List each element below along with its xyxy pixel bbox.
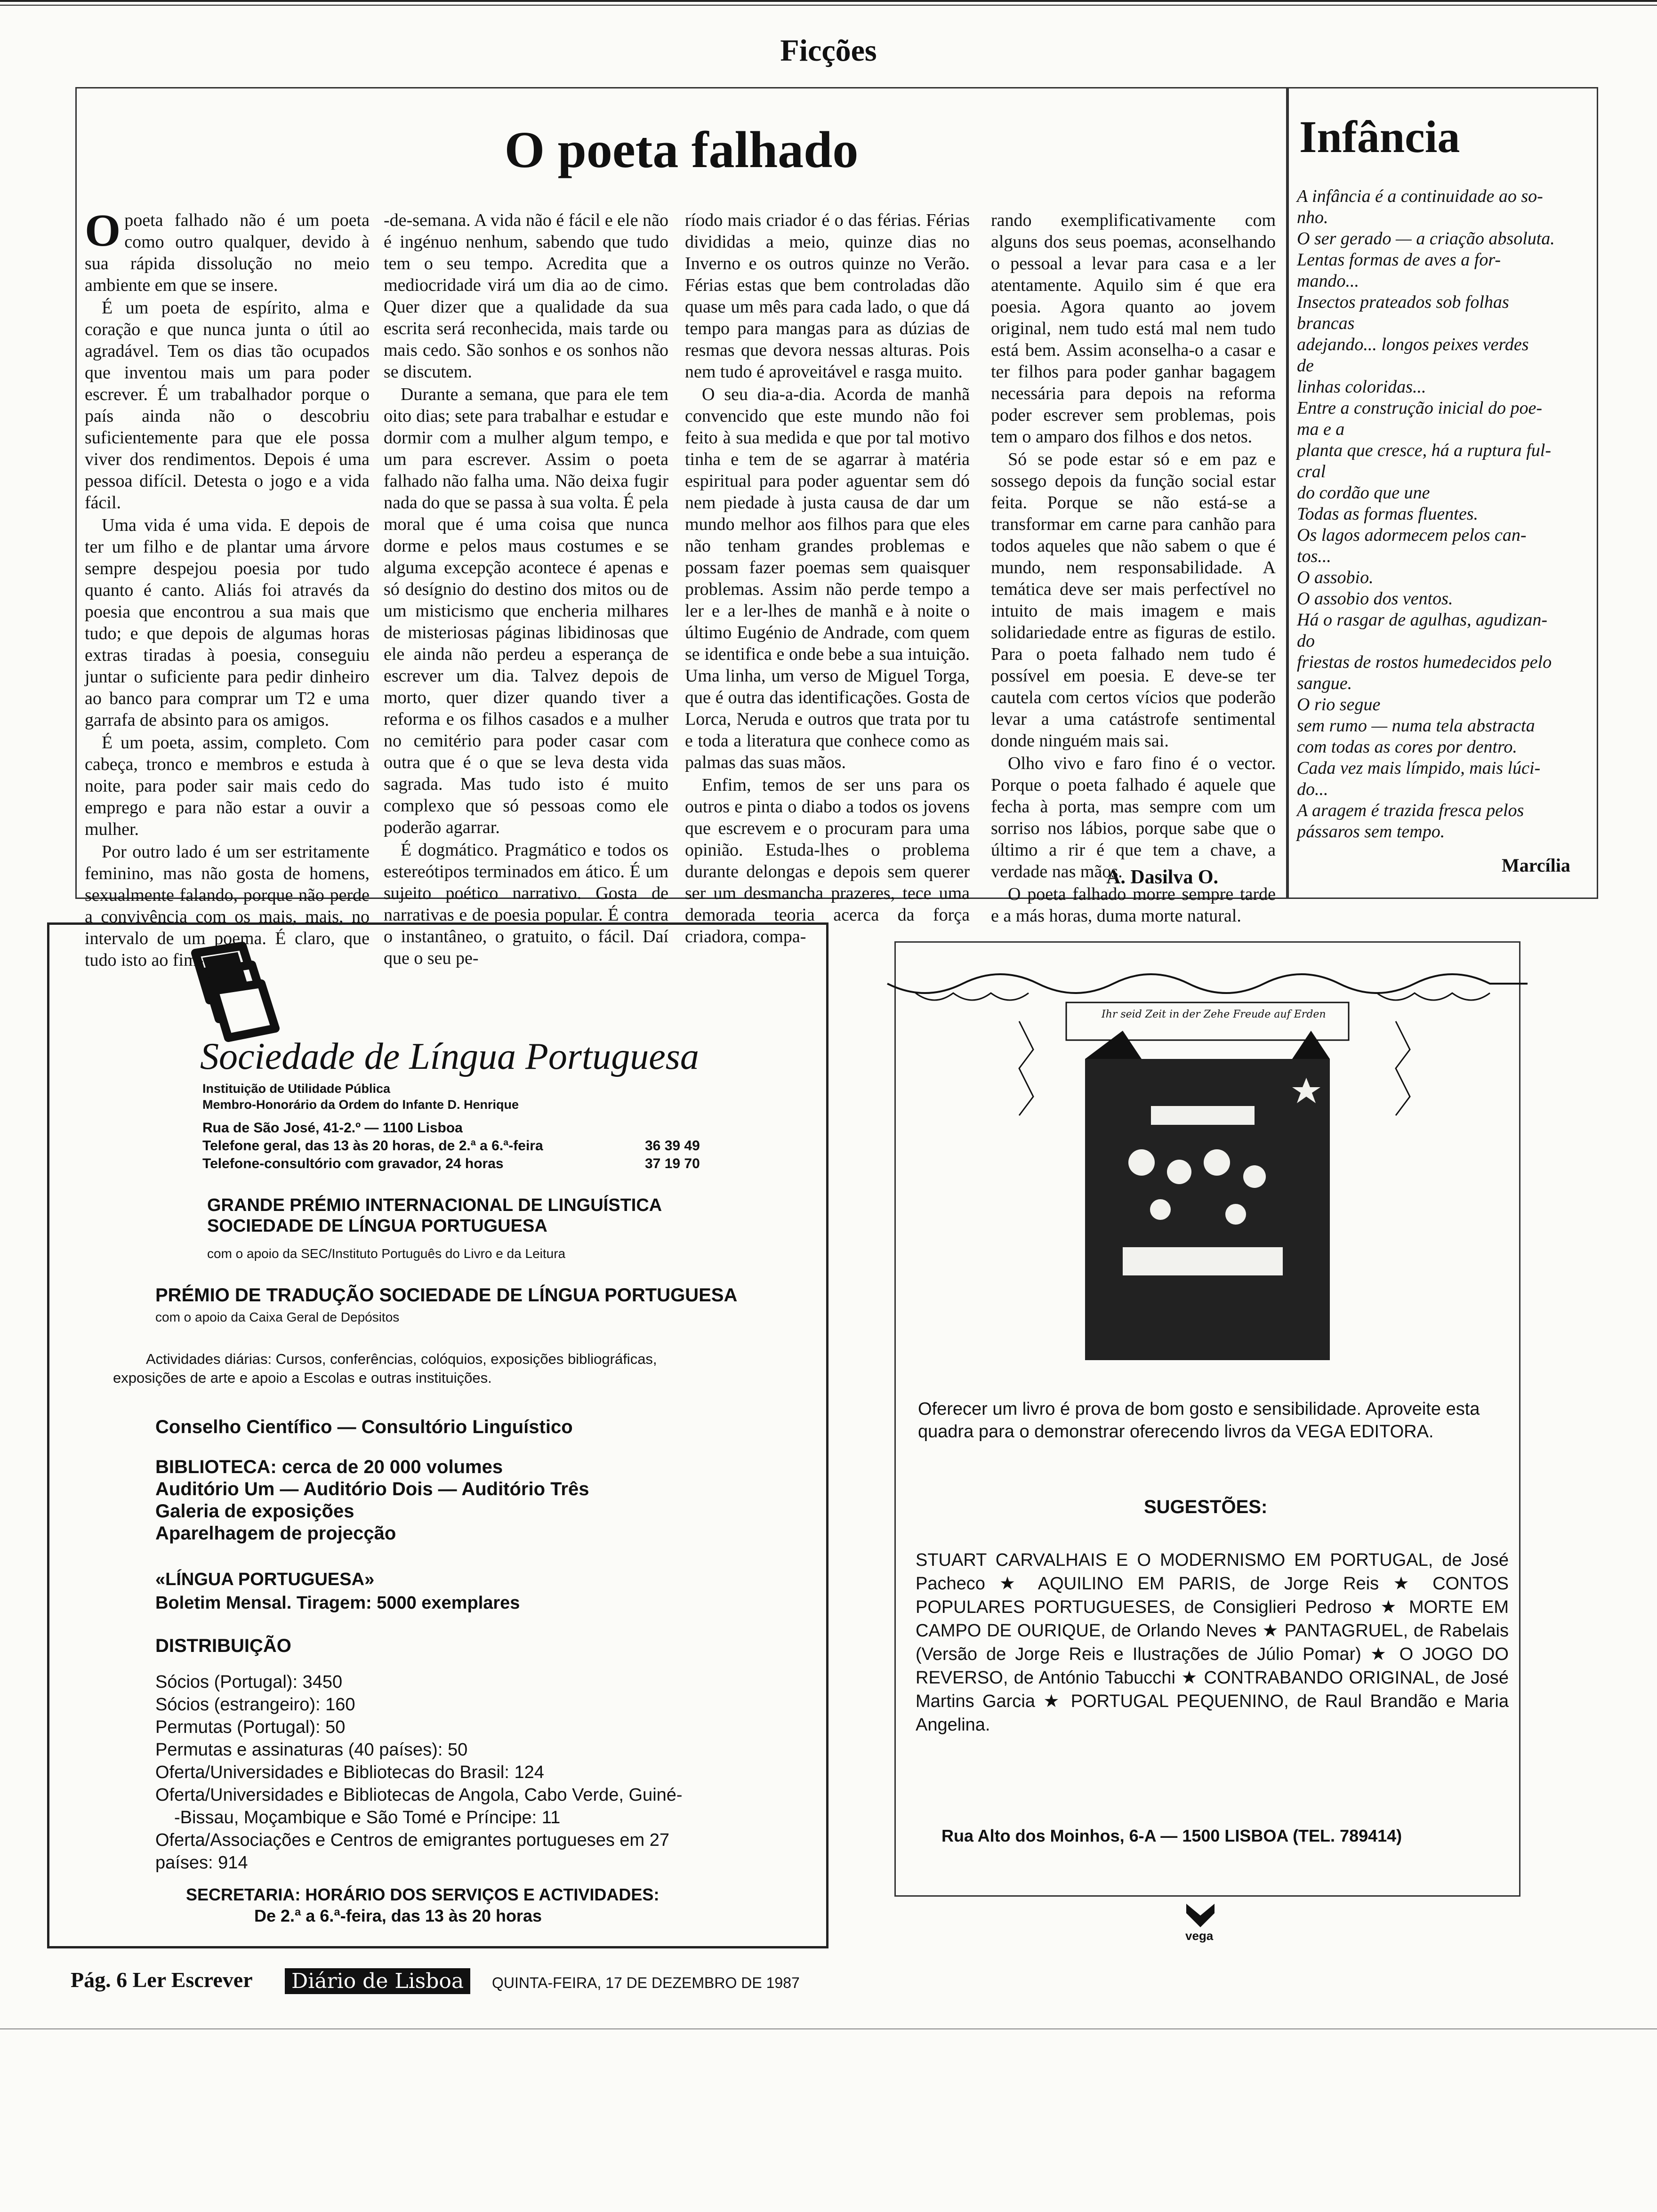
conselho: Conselho Científico — Consultório Linguístico: [155, 1417, 573, 1437]
paragraph: rando exemplificativamente com alguns dos seus poemas, aconselhando o pessoal a levar para casa e a ler atentamente. Aquilo sim é que era poesia. Agora quanto ao jovem original, nem tudo está mal nem tudo está bem. Assim aconselha-o a casar e ter filhos para poder ganhar bagagem necessária para depois na reforma poder escrever sem problemas, pois tem o amparo dos filhos e dos netos.: [991, 210, 1276, 447]
article-column-1: [85, 205, 370, 972]
distribuicao-title: DISTRIBUIÇÃO: [155, 1635, 291, 1656]
paragraph: poeta falhado não é um poeta como outro qualquer, devido à sua rápida dissolução no meio ambiente em que se insere.: [85, 210, 370, 295]
paragraph: O poeta falhado morre sempre tarde e a más horas, duma morte natural.: [991, 884, 1276, 926]
poem-line: O assobio.: [1297, 568, 1374, 587]
top-rule-thin: [0, 5, 1657, 6]
dropcap: O: [85, 205, 121, 256]
slp-logo-icon: [181, 939, 285, 1042]
prize1-line1: GRANDE PRÉMIO INTERNACIONAL DE LINGUÍSTICA: [207, 1195, 662, 1215]
bottom-rule: [0, 2028, 1657, 2029]
poem-line: Há o rasgar de agulhas, agudizan-: [1297, 610, 1548, 630]
distribuicao-item: Sócios (Portugal): 3450: [155, 1672, 343, 1692]
poem-line: adejando... longos peixes verdes: [1297, 335, 1529, 354]
distribuicao-list: [155, 1671, 683, 1874]
biblioteca: BIBLIOTECA: cerca de 20 000 volumes: [155, 1457, 503, 1477]
christmas-illustration: [878, 965, 1537, 1370]
article-column-3: [685, 209, 970, 948]
vega-logo-icon: [1184, 1901, 1217, 1930]
poem-line: nho.: [1297, 208, 1328, 227]
article-column-2: [384, 209, 668, 970]
poem-line: Insectos prateados sob folhas: [1297, 292, 1509, 312]
article-author: A. Dasilva O.: [1106, 866, 1219, 888]
paragraph: O seu dia-a-dia. Acorda de manhã convencido que este mundo não foi feito à sua medida e que por tal motivo tinha e tem de se agarrar à matéria espiritual para poder aguentar sem dó nem piedade à justa causa de dar um mundo melhor aos filhos para que eles não tenham grandes problemas e possam fazer poemas sem quaisquer problemas. Assim não perde tempo a ler e a ler-lhes de manhã e à noite o último Eugénio de Andrade, com quem se identifica e onde bebe a sua intuição. Uma linha, um verso de Miguel Torga, que é outra das identificações. Gosta de Lorca, Neruda e outros que trata por tu e toda a literatura que conhece como as palmas das suas mãos.: [685, 385, 970, 772]
sugestoes-list: STUART CARVALHAIS E O MODERNISMO EM PORTUGAL, de José Pacheco ★ AQUILINO EM PARIS, de Jorge Reis ★ CONTOS POPULARES PORTUGUESES, de Consiglieri Pedroso ★ MORTE EM CAMPO DE OURIQUE, de Orlando Neves ★ PANTAGRUEL, de Rabelais (Versão de Jorge Reis e Ilustrações de Júlio Pomar) ★ O JOGO DO REVERSO, de António Tabucchi ★ CONTRABANDO ORIGINAL, de José Martins Garcia ★ PORTUGAL PEQUENINO, de Raul Brandão e Maria Angelina.: [916, 1550, 1509, 1735]
slp-institution: Instituição de Utilidade Pública: [202, 1082, 391, 1096]
poem-line: O ser gerado — a criação absoluta.: [1297, 229, 1555, 248]
prize1-line2: SOCIEDADE DE LÍNGUA PORTUGUESA: [207, 1216, 547, 1236]
distribuicao-item: Permutas e assinaturas (40 países): 50: [155, 1740, 468, 1760]
distribuicao-item: Permutas (Portugal): 50: [155, 1717, 346, 1737]
distribuicao-item: Oferta/Universidades e Bibliotecas do Brasil: 124: [155, 1763, 544, 1782]
distribuicao-item: Oferta/Associações e Centros de emigrantes portugueses em 27: [155, 1830, 670, 1850]
horario: De 2.ª a 6.ª-feira, das 13 às 20 horas: [254, 1906, 542, 1925]
vega-address: Rua Alto dos Moinhos, 6-A — 1500 LISBOA (TEL. 789414): [941, 1826, 1402, 1845]
paragraph: É um poeta de espírito, alma e coração e que nunca junta o útil ao agradável. Tem os dias tão ocupados que inventou mais um para poder escrever. É um trabalhador porque o país ainda não o descobriu suficientemente para que ele possa viver dos rendimentos. Depois é uma pessoa difícil. Detesta o jogo e a vida fácil.: [85, 298, 370, 513]
galeria: Galeria de exposições: [155, 1501, 354, 1522]
section-name: Ler Escrever: [132, 1968, 253, 1992]
paragraph: Uma vida é uma vida. E depois de ter um filho e de plantar uma árvore sempre despejou poesia por tudo quanto é canto. Aliás foi através da poesia que encontrou a sua mais que tudo; e que depois de algumas horas extras tiradas à poesia, conseguiu juntar o suficiente para pedir dinheiro ao banco para comprar um T2 e uma garrafa de absinto para os amigos.: [85, 515, 370, 730]
boletim-title: «LÍNGUA PORTUGUESA»: [155, 1570, 375, 1589]
boletim: Boletim Mensal. Tiragem: 5000 exemplares: [155, 1593, 520, 1613]
poem-line: mando...: [1297, 271, 1359, 291]
activities-line2: exposições de arte e apoio a Escolas e outras instituições.: [113, 1370, 492, 1386]
poem-line: linhas coloridas...: [1297, 377, 1426, 397]
prize2-support: com o apoio da Caixa Geral de Depósitos: [155, 1310, 400, 1324]
poem-line: sem rumo — numa tela abstracta: [1297, 716, 1535, 736]
poem-line: planta que cresce, há a ruptura ful-: [1297, 441, 1552, 460]
distribuicao-item: países: 914: [155, 1853, 248, 1873]
paragraph: É um poeta, assim, completo. Com cabeça, tronco e membros e estuda à noite, para poder sair mais cedo do emprego e para não estar a ouvir a mulher.: [85, 733, 370, 839]
distribuicao-item: Oferta/Universidades e Bibliotecas de Angola, Cabo Verde, Guiné-: [155, 1785, 683, 1805]
poem-line: de: [1297, 356, 1314, 376]
slp-phone1-label: Telefone geral, das 13 às 20 horas, de 2.ª a 6.ª-feira: [202, 1138, 543, 1154]
paragraph: -de-semana. A vida não é fácil e ele não é ingénuo nenhum, sabendo que tudo tem o seu tempo. Acredita que a mediocridade virá um dia ao de cimo. Quer dizer que a qualidade da sua escrita será reconhecida, mais tarde ou mais cedo. São sonhos e os sonhos não se discutem.: [384, 210, 668, 382]
secretaria: SECRETARIA: HORÁRIO DOS SERVIÇOS E ACTIVIDADES:: [186, 1885, 660, 1904]
poem-line: A infância é a continuidade ao so-: [1297, 186, 1543, 206]
paragraph: Durante a semana, que para ele tem oito dias; sete para trabalhar e estudar e dormir com a mulher algum tempo, e um para escrever. Assim o poeta falhado não falha uma. Não deixa fugir nada do que se passa à sua volta. É pela moral que é uma coisa que nunca dorme e pelos maus costumes e se alguma excepção acontece é apenas e só desígnio do destino dos mitos ou de um misticismo que encheria milhares de misteriosas páginas libidinosas que ele ainda não perdeu a esperança de escrever um dia. Talvez depois de morto, quer dizer quando tiver a reforma e os filhos casados e a mulher no cemitério para poder casar com outra que é o que se leva desta vida sagrada. Mas tudo isto é muito complexo que só pessoas como ele poderão agarrar.: [384, 385, 668, 837]
poem-title: Infância: [1299, 112, 1460, 162]
issue-date: QUINTA-FEIRA, 17 DE DEZEMBRO DE 1987: [492, 1974, 800, 1991]
paragraph: Só se pode estar só e em paz e sossego depois da função social estar feita. Porque se não está-se a transformar em carne para canhão para todos aqueles que não sabem o que é mundo, nem responsabilidade. A temática deve ser mais perfectível no intuito de mais imagem e mais solidariedade entre as figuras de estilo. Para o poeta falhado nem tudo é possível em poesia. E deve-se ter cautela com certos vícios que poderão levar a uma catástrofe sentimental donde ninguém mais sai.: [991, 449, 1276, 751]
poem-line: pássaros sem tempo.: [1297, 822, 1445, 842]
slp-title: Sociedade de Língua Portuguesa: [200, 1036, 699, 1077]
vega-logo-text: vega: [1185, 1929, 1214, 1943]
poem-line: Cada vez mais límpido, mais lúci-: [1297, 758, 1541, 778]
article-title: O poeta falhado: [504, 121, 859, 178]
page-label: Pág. 6: [71, 1968, 128, 1992]
paragraph: ríodo mais criador é o das férias. Férias divididas a meio, quinze dias no Inverno e os outros quinze no Verão. Férias estas que bem controladas dão quase um mês para cada lado, o que dá tempo para mangas para as dúzias de resmas que devora nessas alturas. Pois nem tudo é aproveitável e rasga muito.: [685, 210, 970, 382]
poem-line: Entre a construção inicial do poe-: [1297, 398, 1542, 418]
poem-line: brancas: [1297, 313, 1355, 333]
poem-line: Todas as formas fluentes.: [1297, 504, 1478, 524]
poem-line: friestas de rostos humedecidos pelo: [1297, 652, 1552, 672]
paragraph: Por outro lado é um ser estritamente feminino, mas não gosta de homens, sexualmente falando, porque não perde a convivência com os mais, mais, no intervalo de um poema. É claro, que tudo isto ao fim-: [85, 842, 370, 970]
poem-line: ma e a: [1297, 419, 1345, 439]
slp-phone2: 37 19 70: [645, 1156, 700, 1171]
poem-line: cral: [1297, 462, 1326, 481]
vega-intro: Oferecer um livro é prova de bom gosto e sensibilidade. Aproveite esta quadra para o demonstrar oferecendo livros da VEGA EDITORA.: [918, 1399, 1480, 1442]
paragraph: É dogmático. Pragmático e todos os estereótipos terminados em ático. É um sujeito poético narrativo. Gosta de narrativas e de poesia popular. É contra o instantâneo, o gratuito, o fácil. Daí que o seu pe-: [384, 840, 668, 968]
sugestoes-title: SUGESTÕES:: [1144, 1497, 1268, 1517]
page-number: [71, 1967, 253, 1992]
poem-line: Os lagos adormecem pelos can-: [1297, 525, 1527, 545]
poem-line: com todas as cores por dentro.: [1297, 737, 1517, 757]
activities-line1: Actividades diárias: Cursos, conferências, colóquios, exposições bibliográficas,: [146, 1351, 657, 1367]
distribuicao-item: Sócios (estrangeiro): 160: [155, 1695, 355, 1715]
poem-line: O rio segue: [1297, 695, 1381, 714]
slp-phone2-label: Telefone-consultório com gravador, 24 horas: [202, 1156, 504, 1171]
illustration-caption: Ihr seid Zeit in der Zehe Freude auf Erden: [1102, 1009, 1326, 1020]
article-column-4: [991, 209, 1276, 928]
masthead: Diário de Lisboa: [285, 1968, 470, 1994]
poem-line: do cordão que une: [1297, 483, 1430, 503]
prize1-support: com o apoio da SEC/Instituto Português do Livro e da Leitura: [207, 1246, 566, 1261]
distribuicao-item: -Bissau, Moçambique e São Tomé e Príncipe: 11: [174, 1808, 561, 1827]
prize2: PRÉMIO DE TRADUÇÃO SOCIEDADE DE LÍNGUA PORTUGUESA: [155, 1285, 738, 1306]
slp-phone1: 36 39 49: [645, 1138, 700, 1154]
poem-line: A aragem é trazida fresca pelos: [1297, 801, 1524, 820]
poem-author: Marcília: [1502, 855, 1570, 876]
poem-line: tos...: [1297, 546, 1331, 566]
poem-line: Lentas formas de aves a for-: [1297, 250, 1501, 270]
aparelhagem: Aparelhagem de projecção: [155, 1523, 396, 1544]
slp-membership: Membro-Honorário da Ordem do Infante D. Henrique: [202, 1098, 519, 1112]
auditorio: Auditório Um — Auditório Dois — Auditório Três: [155, 1479, 589, 1499]
top-rule: [0, 0, 1657, 2]
poem-line: O assobio dos ventos.: [1297, 589, 1453, 609]
section-title: Ficções: [780, 33, 877, 68]
poem-line: sangue.: [1297, 673, 1352, 693]
poem-line: do: [1297, 631, 1315, 651]
paragraph: Enfim, temos de ser uns para os outros e pinta o diabo a todos os jovens que escrevem e o procuram para uma opinião. Estuda-lhes o problema durante delongas e depois sem querer ser um desmancha prazeres, tece uma demorada teoria acerca da força criadora, compa-: [685, 775, 970, 946]
slp-address: Rua de São José, 41-2.º — 1100 Lisboa: [202, 1120, 463, 1136]
poem-line: do...: [1297, 779, 1328, 799]
poem-body: [1297, 186, 1575, 842]
paragraph: Olho vivo e faro fino é o vector. Porque o poeta falhado é aquele que fecha à porta, mas sempre com um sorriso nos lábios, porque sabe que o último a rir é que tem a chave, a verdade nas mãos.: [991, 753, 1276, 882]
